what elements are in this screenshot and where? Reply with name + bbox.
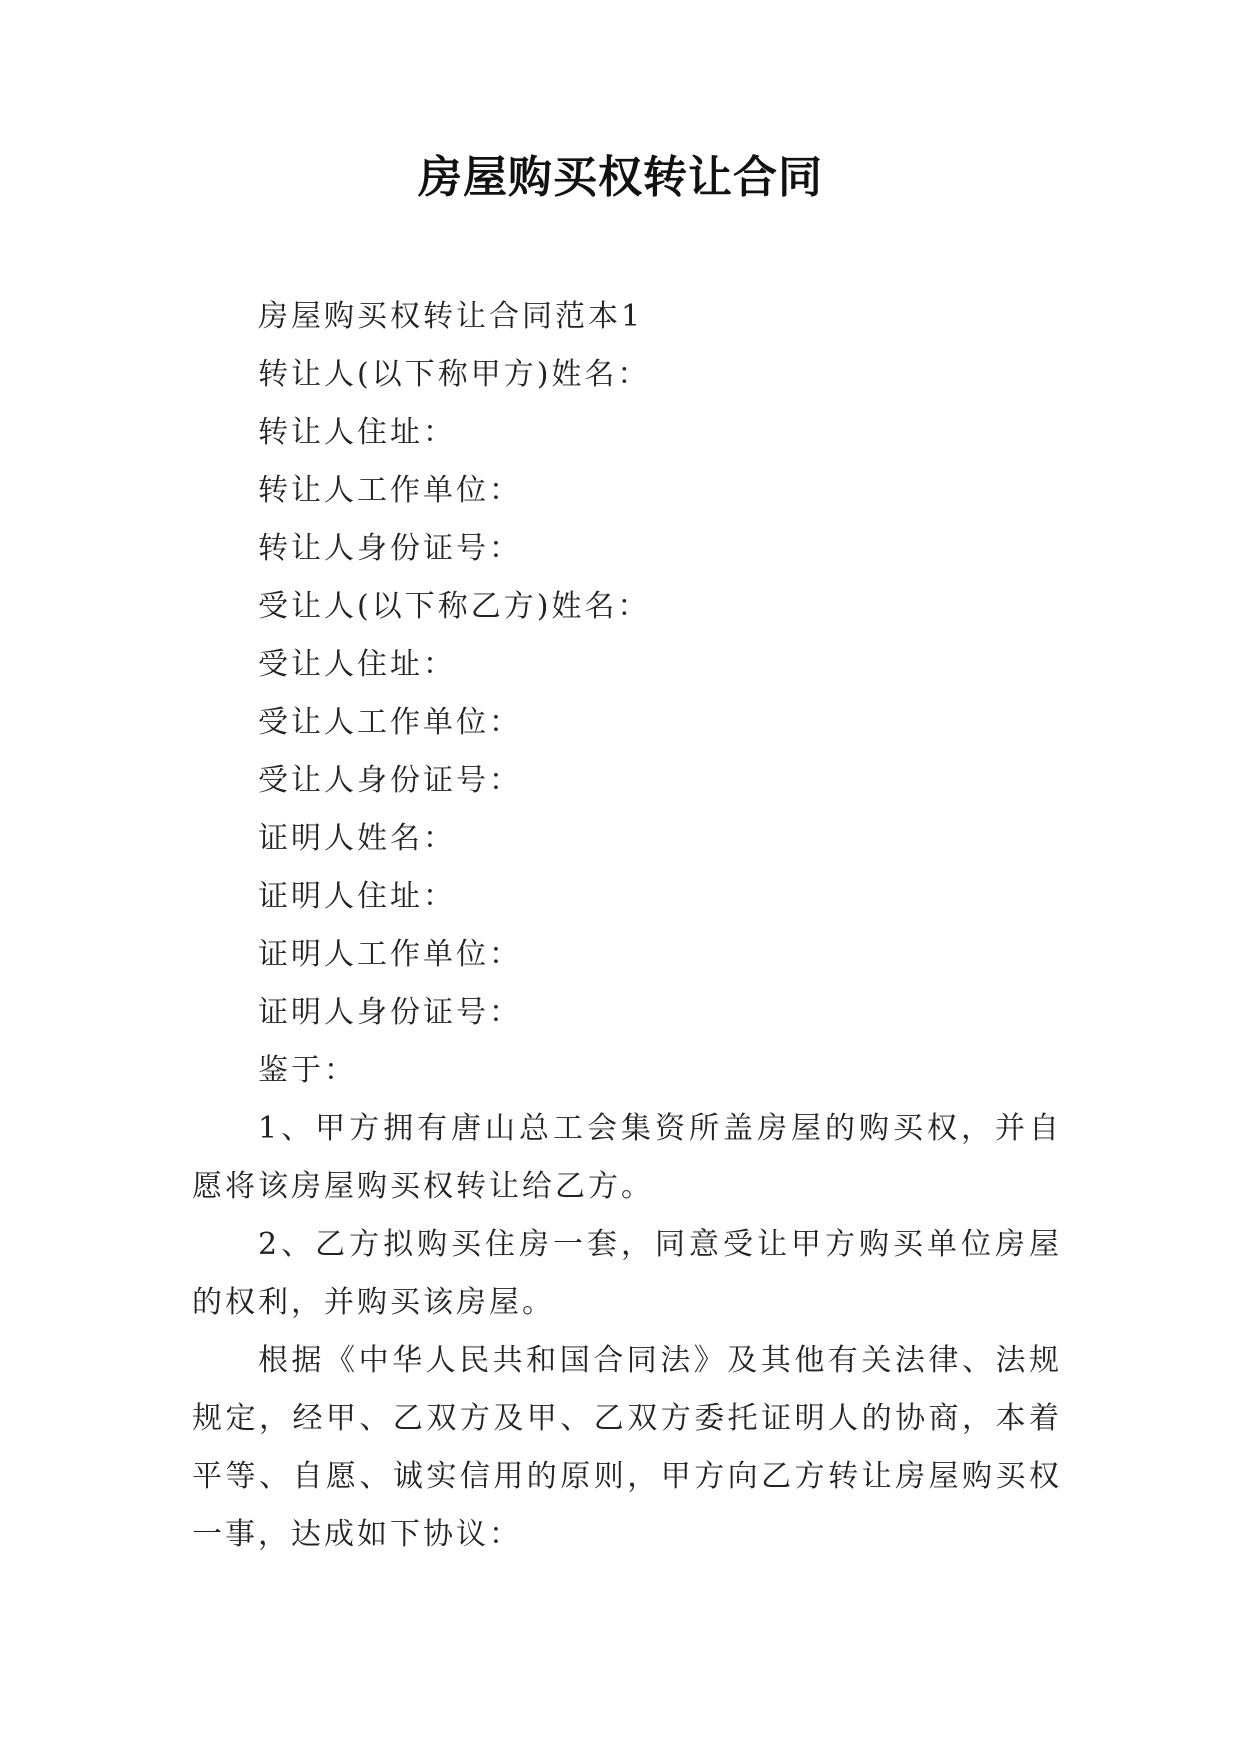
paragraph-whereas: 鉴于： xyxy=(258,1053,357,1088)
paragraph-recital-2: 2、乙方拟购买住房一套，同意受让甲方购买单位房屋的权利，并购买该房屋。 xyxy=(192,1227,1062,1320)
paragraph-agreement-basis: 根据《中华人民共和国合同法》及其他有关法律、法规规定，经甲、乙双方及甲、乙双方委托证明人的协商，本着平等、自愿、诚实信用的原则，甲方向乙方转让房屋购买权一事，达成如下协议： xyxy=(192,1343,1062,1552)
field-witness-workplace: 证明人工作单位： xyxy=(258,937,522,972)
field-transferor-name: 转让人(以下称甲方)姓名： xyxy=(258,357,651,392)
paragraph-recital-1: 1、甲方拥有唐山总工会集资所盖房屋的购买权，并自愿将该房屋购买权转让给乙方。 xyxy=(192,1111,1062,1204)
field-transferee-address: 受让人住址： xyxy=(258,647,456,682)
paragraph-template-heading: 房屋购买权转让合同范本1 xyxy=(258,299,644,334)
field-witness-name: 证明人姓名： xyxy=(258,821,456,856)
field-transferee-name: 受让人(以下称乙方)姓名： xyxy=(258,589,651,624)
field-transferee-workplace: 受让人工作单位： xyxy=(258,705,522,740)
field-transferor-workplace: 转让人工作单位： xyxy=(258,473,522,508)
field-transferee-id-number: 受让人身份证号： xyxy=(258,763,522,798)
field-witness-address: 证明人住址： xyxy=(258,879,456,914)
field-transferor-id-number: 转让人身份证号： xyxy=(258,531,522,566)
field-witness-id-number: 证明人身份证号： xyxy=(258,995,522,1030)
document-body xyxy=(192,288,1062,1564)
field-transferor-address: 转让人住址： xyxy=(258,415,456,450)
document-title: 房屋购买权转让合同 xyxy=(418,152,823,203)
